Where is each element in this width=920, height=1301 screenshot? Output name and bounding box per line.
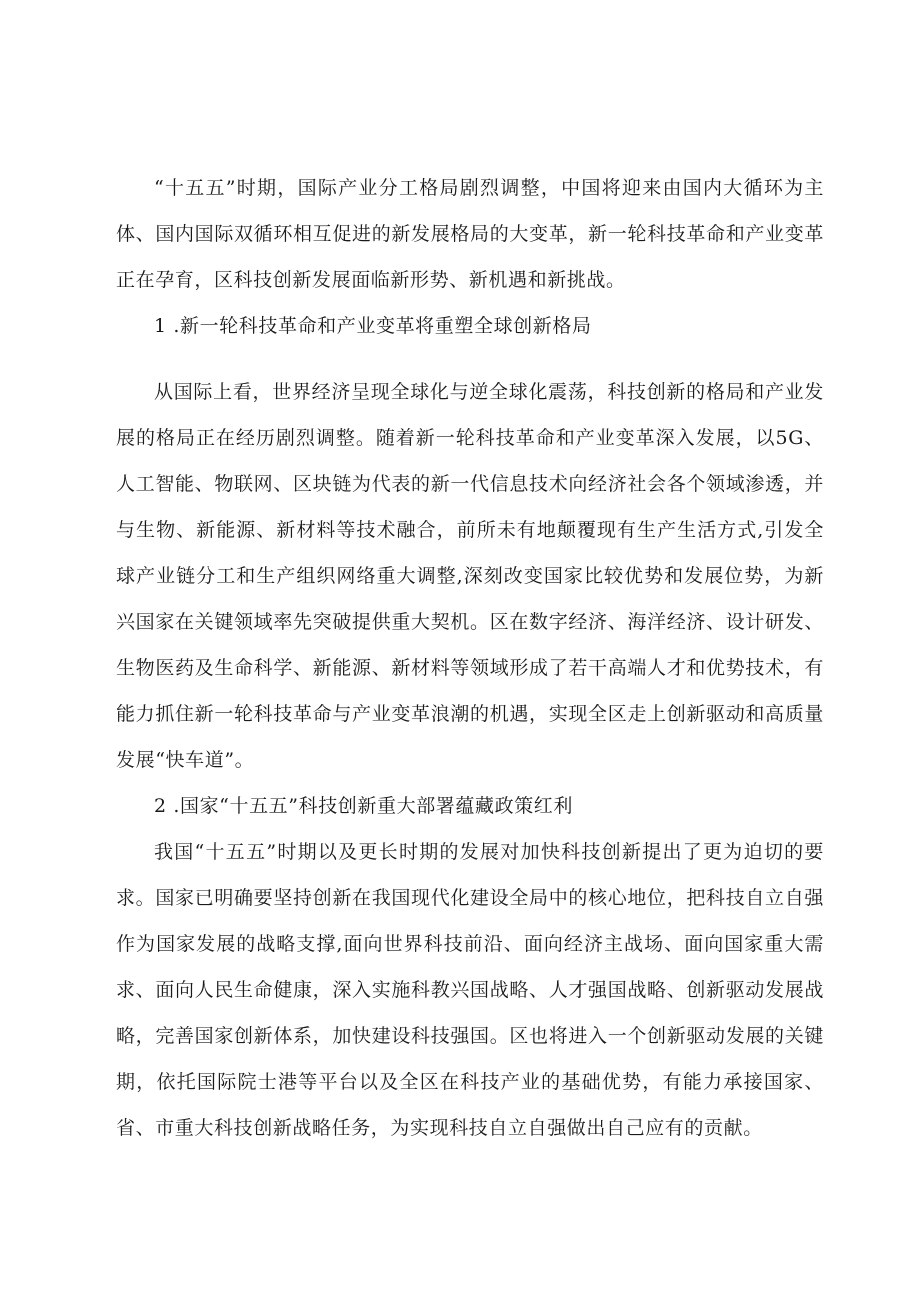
section-1-heading: 1 .新一轮科技革命和产业变革将重塑全球创新格局	[154, 315, 592, 337]
section-1-paragraph: 从国际上看，世界经济呈现全球化与逆全球化震荡，科技创新的格局和产业发展的格局正在经历剧烈调整。随着新一轮科技革命和产业变革深入发展，以5G、人工智能、物联网、区块链为代表的新一代信息技术向经济社会各个领域渗透，并与生物、新能源、新材料等技术融合，前所未有地颠覆现有生产生活方式,引发全球产业链分工和生产组织网络重大调整,深刻改变国家比较优势和发展位势，为新兴国家在关键领域率先突破提供重大契机。区在数字经济、海洋经济、设计研发、生物医药及生命科学、新能源、新材料等领域形成了若干高端人才和优势技术，有能力抓住新一轮科技革命与产业变革浪潮的机遇，实现全区走上创新驱动和高质量发展“快车道”。	[116, 381, 824, 771]
section-2-paragraph: 我国“十五五”时期以及更长时期的发展对加快科技创新提出了更为迫切的要求。国家已明确要坚持创新在我国现代化建设全局中的核心地位，把科技自立自强作为国家发展的战略支撑,面向世界科技前沿、面向经济主战场、面向国家重大需求、面向人民生命健康，深入实施科教兴国战略、人才强国战略、创新驱动发展战略，完善国家创新体系，加快建设科技强国。区也将进入一个创新驱动发展的关键期，依托国际院士港等平台以及全区在科技产业的基础优势，有能力承接国家、省、市重大科技创新战略任务，为实现科技自立自强做出自己应有的贡献。	[116, 841, 824, 1139]
document-page	[116, 165, 824, 1151]
section-2-heading: 2 .国家“十五五”科技创新重大部署蕴藏政策红利	[154, 795, 573, 817]
intro-paragraph: “十五五”时期，国际产业分工格局剧烈调整，中国将迎来由国内大循环为主体、国内国际双循环相互促进的新发展格局的大变革，新一轮科技革命和产业变革正在孕育，区科技创新发展面临新形势、新机遇和新挑战。	[116, 177, 824, 291]
